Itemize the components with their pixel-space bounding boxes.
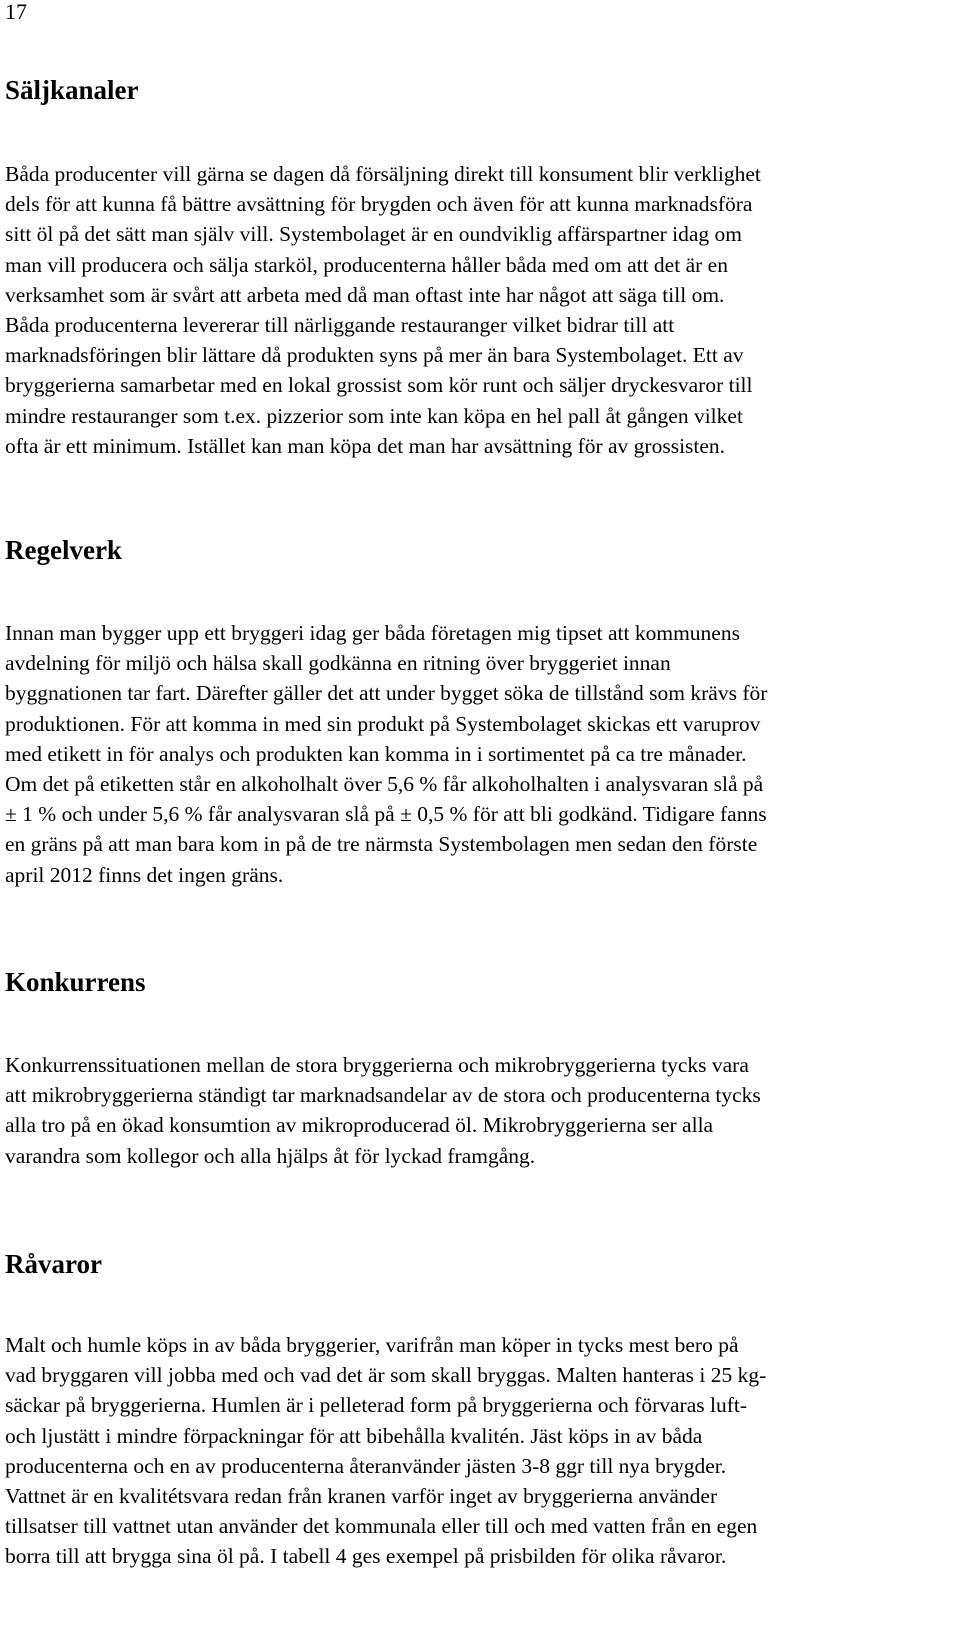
section-heading-saljkanaler: Säljkanaler xyxy=(5,75,139,105)
text-line: Båda producenter vill gärna se dagen då försäljning direkt till konsument blir verklighet xyxy=(5,162,761,186)
text-line: dels för att kunna få bättre avsättning för brygden och även för att kunna marknadsföra xyxy=(5,192,753,217)
text-line: byggnationen tar fart. Därefter gäller det att under bygget söka de tillstånd som krävs för xyxy=(5,681,768,706)
text-line: Vattnet är en kvalitétsvara redan från kranen varför inget av bryggerierna använder xyxy=(5,1483,718,1508)
section-heading-konkurrens: Konkurrens xyxy=(5,967,146,997)
section-heading-ravaror: Råvaror xyxy=(5,1249,102,1279)
text-line: Båda producenterna levererar till närliggande restauranger vilket bidrar till att xyxy=(5,312,675,337)
text-line: produktionen. För att komma in med sin produkt på Systembolaget skickas ett varuprov xyxy=(5,711,761,736)
text-line: man vill producera och sälja starköl, producenterna håller båda med om att det är en xyxy=(5,252,728,277)
text-line: marknadsföringen blir lättare då produkten syns på mer än bara Systembolaget. Ett av xyxy=(5,343,744,368)
paragraph-ravaror xyxy=(5,1330,960,1572)
text-line: och ljustätt i mindre förpackningar för att bibehålla kvalitén. Jäst köps in av båda xyxy=(5,1423,703,1448)
text-line: Om det på etiketten står en alkoholhalt över 5,6 % får alkoholhalten i analysvaran slå på xyxy=(5,771,764,796)
paragraph-saljkanaler xyxy=(5,159,960,461)
text-line: producenterna och en av producenterna återanvänder jästen 3-8 ggr till nya brygder. xyxy=(5,1453,727,1478)
text-line: alla tro på en ökad konsumtion av mikroproducerad öl. Mikrobryggerierna ser alla xyxy=(5,1113,714,1138)
text-line: bryggerierna samarbetar med en lokal grossist som kör runt och säljer dryckesvaror till xyxy=(5,373,753,398)
text-line: mindre restauranger som t.ex. pizzerior som inte kan köpa en hel pall åt gången vilket xyxy=(5,403,743,428)
text-line: Malt och humle köps in av båda bryggerier, varifrån man köper in tycks mest bero på xyxy=(5,1333,739,1357)
text-line: ± 1 % och under 5,6 % får analysvaran slå på ± 0,5 % för att bli godkänd. Tidigare fanns xyxy=(5,802,767,827)
text-line: vad bryggaren vill jobba med och vad det är som skall bryggas. Malten hanteras i 25 kg- xyxy=(5,1363,767,1388)
text-line: Konkurrenssituationen mellan de stora bryggerierna och mikrobryggerierna tycks vara xyxy=(5,1053,749,1077)
text-line: Innan man bygger upp ett bryggeri idag ger båda företagen mig tipset att kommunens xyxy=(5,621,740,645)
text-line: borra till att brygga sina öl på. I tabell 4 ges exempel på prisbilden för olika råvaror. xyxy=(5,1544,727,1569)
page-number: 17 xyxy=(5,0,27,24)
text-line: ofta är ett minimum. Istället kan man köpa det man har avsättning för av grossisten. xyxy=(5,433,726,458)
text-line: verksamhet som är svårt att arbeta med då man oftast inte har något att säga till om. xyxy=(5,282,725,307)
text-line: med etikett in för analys och produkten kan komma in i sortimentet på ca tre månader. xyxy=(5,741,747,766)
text-line: varandra som kollegor och alla hjälps åt för lyckad framgång. xyxy=(5,1143,536,1168)
text-line: säckar på bryggerierna. Humlen är i pelleterad form på bryggerierna och förvaras luft- xyxy=(5,1393,748,1418)
section-heading-regelverk: Regelverk xyxy=(5,535,122,565)
text-line: avdelning för miljö och hälsa skall godkänna en ritning över bryggeriet innan xyxy=(5,651,671,676)
text-line: en gräns på att man bara kom in på de tre närmsta Systembolagen men sedan den förste xyxy=(5,832,758,857)
paragraph-konkurrens xyxy=(5,1050,960,1171)
text-line: att mikrobryggerierna ständigt tar marknadsandelar av de stora och producenterna tycks xyxy=(5,1083,761,1108)
text-line: april 2012 finns det ingen gräns. xyxy=(5,862,284,887)
text-line: tillsatser till vattnet utan använder det kommunala eller till och med vatten från en egen xyxy=(5,1514,758,1539)
paragraph-regelverk xyxy=(5,618,960,890)
text-line: sitt öl på det sätt man själv vill. Systembolaget är en oundviklig affärspartner idag om xyxy=(5,222,743,247)
